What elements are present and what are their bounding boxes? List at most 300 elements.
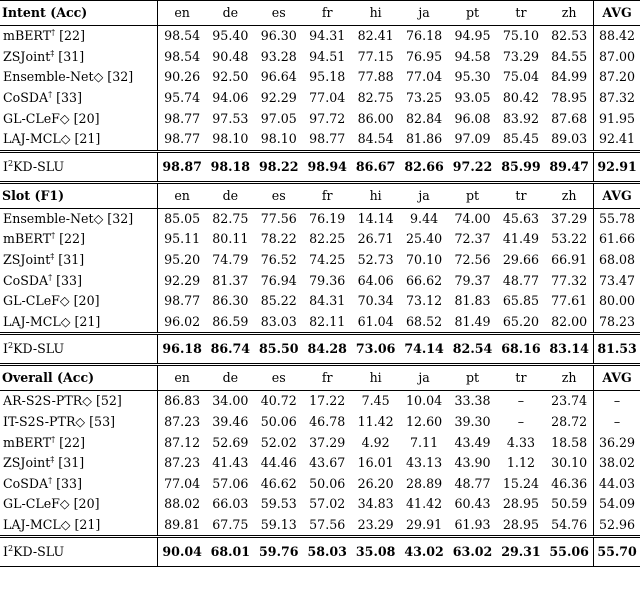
- cell-en: 96.18: [158, 334, 206, 365]
- cell-en: 87.23: [164, 455, 201, 471]
- cell-zh: 82.53: [545, 26, 593, 47]
- cell-zh: 37.29: [545, 208, 593, 229]
- cell-es: 78.22: [260, 231, 297, 247]
- table-row: [0, 250, 640, 271]
- cell-zh: 89.03: [551, 131, 588, 147]
- cell-tr: 45.63: [497, 208, 545, 229]
- column-header-ja: ja: [400, 1, 448, 26]
- cell-en: 95.74: [164, 90, 201, 106]
- column-header-fr: fr: [303, 1, 351, 26]
- cell-fr: 79.36: [309, 272, 346, 288]
- cell-pt: 97.22: [448, 151, 496, 182]
- cell-es: 46.62: [260, 475, 297, 491]
- cell-pt: 81.49: [454, 313, 491, 329]
- cell-zh: 77.32: [551, 272, 588, 288]
- cell-fr: 84.28: [303, 334, 351, 365]
- cell-de: 86.59: [212, 313, 249, 329]
- cell-fr: 57.56: [309, 516, 346, 532]
- cell-avg: 78.23: [594, 312, 640, 334]
- cell-zh: 84.55: [551, 48, 588, 64]
- column-header-es: es: [255, 365, 303, 391]
- overall-ours-row: [0, 537, 640, 567]
- cell-es: 52.02: [260, 434, 297, 450]
- cell-de: 82.75: [206, 208, 254, 229]
- column-header-pt: pt: [448, 182, 496, 208]
- overall-header-row: [0, 365, 640, 391]
- cell-hi: 86.00: [357, 110, 394, 126]
- cell-pt: 97.09: [454, 131, 491, 147]
- cell-tr: 73.29: [502, 48, 539, 64]
- column-header-avg: AVG: [594, 182, 640, 208]
- cell-en: 98.77: [164, 110, 201, 126]
- cell-ja: 73.12: [406, 293, 443, 309]
- cell-tr: 75.04: [502, 69, 539, 85]
- model-name: GL-CLeF◇ [20]: [0, 108, 158, 129]
- model-name: $I^2KD$-SLU: [0, 334, 158, 365]
- cell-hi: 77.88: [357, 69, 394, 85]
- cell-ja: 82.66: [400, 151, 448, 182]
- model-name: Ensemble-Net◇ [32]: [0, 208, 158, 229]
- column-header-avg: AVG: [594, 365, 640, 391]
- cell-hi: 82.75: [357, 90, 394, 106]
- model-name: mBERT† [22]: [0, 229, 158, 250]
- cell-fr: 57.02: [309, 496, 346, 512]
- column-header-tr: tr: [497, 182, 545, 208]
- cell-pt: 33.38: [448, 391, 496, 412]
- model-name: IT-S2S-PTR◇ [53]: [0, 412, 158, 433]
- cell-de: 52.69: [212, 434, 249, 450]
- cell-zh: 18.58: [551, 434, 588, 450]
- cell-fr: 74.25: [309, 252, 346, 268]
- cell-tr: 75.10: [497, 26, 545, 47]
- cell-pt: 94.95: [448, 26, 496, 47]
- column-header-de: de: [206, 182, 254, 208]
- table-row: [0, 208, 640, 229]
- cell-ja: 10.04: [400, 391, 448, 412]
- model-name: LAJ-MCL◇ [21]: [0, 129, 158, 151]
- cell-es: 96.30: [255, 26, 303, 47]
- cell-zh: 53.22: [551, 231, 588, 247]
- column-header-tr: tr: [497, 365, 545, 391]
- cell-hi: 70.34: [357, 293, 394, 309]
- cell-pt: 61.93: [454, 516, 491, 532]
- column-header-hi: hi: [351, 1, 399, 26]
- cell-en: 87.23: [164, 414, 201, 430]
- cell-pt: 95.30: [454, 69, 491, 85]
- table-row: [0, 47, 640, 68]
- column-header-de: de: [206, 1, 254, 26]
- cell-ja: 68.52: [406, 313, 443, 329]
- overall-section-title: Overall (Acc): [0, 365, 158, 391]
- cell-de: 74.79: [212, 252, 249, 268]
- cell-de: 66.03: [212, 496, 249, 512]
- table-row: [0, 474, 640, 495]
- column-header-avg: AVG: [594, 1, 640, 26]
- cell-zh: 50.59: [551, 496, 588, 512]
- table-row: [0, 412, 640, 433]
- cell-ja: 43.02: [400, 537, 448, 567]
- model-name: $I^2KD$-SLU: [0, 537, 158, 567]
- cell-es: 76.94: [260, 272, 297, 288]
- intent-ours-row: [0, 151, 640, 182]
- cell-tr: 85.99: [497, 151, 545, 182]
- cell-hi: 16.01: [357, 455, 394, 471]
- cell-es: 59.13: [260, 516, 297, 532]
- cell-pt: 82.54: [448, 334, 496, 365]
- column-header-ja: ja: [400, 365, 448, 391]
- table-row: [0, 67, 640, 88]
- cell-avg: 80.00: [594, 291, 640, 312]
- cell-ja: 82.84: [406, 110, 443, 126]
- model-name: CoSDA† [33]: [0, 270, 158, 291]
- cell-avg: 55.70: [594, 537, 640, 567]
- cell-es: 44.46: [260, 455, 297, 471]
- cell-fr: 98.77: [309, 131, 346, 147]
- table-row: [0, 515, 640, 537]
- column-header-fr: fr: [303, 182, 351, 208]
- cell-tr: 28.95: [502, 496, 539, 512]
- cell-hi: 73.06: [351, 334, 399, 365]
- cell-ja: 28.89: [406, 475, 443, 491]
- column-header-fr: fr: [303, 365, 351, 391]
- cell-avg: 92.91: [594, 151, 640, 182]
- model-name: LAJ-MCL◇ [21]: [0, 312, 158, 334]
- cell-pt: 48.77: [454, 475, 491, 491]
- cell-zh: 46.36: [551, 475, 588, 491]
- cell-en: 77.04: [164, 475, 201, 491]
- cell-zh: 89.47: [545, 151, 593, 182]
- model-name: $I^2KD$-SLU: [0, 151, 158, 182]
- cell-zh: 77.61: [551, 293, 588, 309]
- table-row: [0, 270, 640, 291]
- cell-es: 77.56: [255, 208, 303, 229]
- column-header-hi: hi: [351, 365, 399, 391]
- cell-en: 98.77: [164, 293, 201, 309]
- cell-avg: 54.09: [594, 494, 640, 515]
- column-header-es: es: [255, 1, 303, 26]
- cell-avg: 87.32: [594, 88, 640, 109]
- cell-pt: 43.49: [454, 434, 491, 450]
- cell-ja: 29.91: [406, 516, 443, 532]
- column-header-en: en: [158, 365, 206, 391]
- cell-fr: 77.04: [309, 90, 346, 106]
- cell-ja: 25.40: [406, 231, 443, 247]
- cell-es: 98.10: [260, 131, 297, 147]
- cell-hi: 11.42: [357, 414, 394, 430]
- cell-hi: 26.71: [357, 231, 394, 247]
- cell-tr: 4.33: [506, 434, 535, 450]
- cell-pt: 93.05: [454, 90, 491, 106]
- cell-avg: 81.53: [594, 334, 640, 365]
- cell-de: 92.50: [212, 69, 249, 85]
- model-name: CoSDA† [33]: [0, 474, 158, 495]
- cell-hi: 23.29: [357, 516, 394, 532]
- cell-es: 40.72: [255, 391, 303, 412]
- cell-hi: 77.15: [357, 48, 394, 64]
- cell-es: 98.22: [255, 151, 303, 182]
- cell-en: 92.29: [164, 272, 201, 288]
- cell-en: 90.04: [158, 537, 206, 567]
- cell-tr: –: [497, 391, 545, 412]
- cell-tr: 68.16: [497, 334, 545, 365]
- table-row: [0, 229, 640, 250]
- cell-hi: 7.45: [351, 391, 399, 412]
- cell-avg: 36.29: [594, 432, 640, 453]
- cell-hi: 52.73: [357, 252, 394, 268]
- cell-pt: 72.37: [454, 231, 491, 247]
- table-row: [0, 108, 640, 129]
- cell-avg: 44.03: [594, 474, 640, 495]
- cell-tr: 48.77: [502, 272, 539, 288]
- cell-tr: 41.49: [502, 231, 539, 247]
- cell-fr: 82.11: [309, 313, 346, 329]
- cell-fr: 98.94: [303, 151, 351, 182]
- cell-en: 98.54: [158, 26, 206, 47]
- intent-header-row: [0, 1, 640, 26]
- model-name: Ensemble-Net◇ [32]: [0, 67, 158, 88]
- cell-fr: 95.18: [309, 69, 346, 85]
- cell-de: 39.46: [212, 414, 249, 430]
- column-header-es: es: [255, 182, 303, 208]
- cell-pt: 60.43: [454, 496, 491, 512]
- cell-ja: 12.60: [406, 414, 443, 430]
- model-name: mBERT† [22]: [0, 26, 158, 47]
- cell-pt: 96.08: [454, 110, 491, 126]
- cell-hi: 86.67: [351, 151, 399, 182]
- cell-ja: 66.62: [406, 272, 443, 288]
- cell-avg: 87.00: [594, 47, 640, 68]
- cell-es: 96.64: [260, 69, 297, 85]
- cell-avg: 87.20: [594, 67, 640, 88]
- cell-tr: 15.24: [502, 475, 539, 491]
- cell-tr: 1.12: [506, 455, 535, 471]
- cell-de: 94.06: [212, 90, 249, 106]
- slot-header-row: [0, 182, 640, 208]
- cell-zh: 28.72: [551, 414, 588, 430]
- cell-de: 95.40: [206, 26, 254, 47]
- cell-tr: –: [517, 414, 525, 430]
- cell-zh: 82.00: [551, 313, 588, 329]
- model-name: GL-CLeF◇ [20]: [0, 494, 158, 515]
- cell-ja: 43.13: [406, 455, 443, 471]
- cell-fr: 46.78: [309, 414, 346, 430]
- cell-zh: 54.76: [551, 516, 588, 532]
- cell-de: 67.75: [212, 516, 249, 532]
- cell-tr: 83.92: [502, 110, 539, 126]
- column-header-pt: pt: [448, 1, 496, 26]
- cell-en: 89.81: [164, 516, 201, 532]
- cell-hi: 64.06: [357, 272, 394, 288]
- cell-avg: 55.78: [594, 208, 640, 229]
- cell-tr: 85.45: [502, 131, 539, 147]
- cell-pt: 43.90: [454, 455, 491, 471]
- cell-fr: 82.25: [309, 231, 346, 247]
- cell-en: 90.26: [164, 69, 201, 85]
- cell-hi: 35.08: [351, 537, 399, 567]
- cell-en: 87.12: [164, 434, 201, 450]
- cell-hi: 4.92: [361, 434, 390, 450]
- cell-de: 57.06: [212, 475, 249, 491]
- cell-es: 85.50: [255, 334, 303, 365]
- column-header-tr: tr: [497, 1, 545, 26]
- cell-es: 50.06: [260, 414, 297, 430]
- column-header-en: en: [158, 1, 206, 26]
- cell-pt: 39.30: [454, 414, 491, 430]
- cell-tr: 65.85: [502, 293, 539, 309]
- column-header-hi: hi: [351, 182, 399, 208]
- cell-fr: 50.06: [309, 475, 346, 491]
- column-header-zh: zh: [545, 1, 593, 26]
- cell-hi: 84.54: [357, 131, 394, 147]
- table-row: [0, 26, 640, 47]
- cell-ja: 74.14: [400, 334, 448, 365]
- cell-zh: 23.74: [545, 391, 593, 412]
- cell-ja: 41.42: [406, 496, 443, 512]
- column-header-pt: pt: [448, 365, 496, 391]
- cell-avg: 91.95: [594, 108, 640, 129]
- cell-ja: 76.95: [406, 48, 443, 64]
- cell-de: 86.30: [212, 293, 249, 309]
- cell-de: 98.18: [206, 151, 254, 182]
- cell-pt: 63.02: [448, 537, 496, 567]
- cell-tr: 28.95: [502, 516, 539, 532]
- cell-de: 80.11: [212, 231, 249, 247]
- cell-ja: 73.25: [406, 90, 443, 106]
- cell-hi: 34.83: [357, 496, 394, 512]
- cell-avg: 68.08: [594, 250, 640, 271]
- cell-fr: 43.67: [309, 455, 346, 471]
- cell-es: 97.05: [260, 110, 297, 126]
- cell-hi: 82.41: [351, 26, 399, 47]
- cell-tr: 80.42: [502, 90, 539, 106]
- cell-es: 59.53: [260, 496, 297, 512]
- cell-es: 76.52: [260, 252, 297, 268]
- cell-fr: 84.31: [309, 293, 346, 309]
- table-row: [0, 432, 640, 453]
- cell-zh: 55.06: [545, 537, 593, 567]
- cell-es: 83.03: [260, 313, 297, 329]
- slot-section-title: Slot (F1): [0, 182, 158, 208]
- cell-es: 92.29: [260, 90, 297, 106]
- table-row: [0, 453, 640, 474]
- column-header-de: de: [206, 365, 254, 391]
- cell-zh: 66.91: [551, 252, 588, 268]
- cell-ja: 76.18: [400, 26, 448, 47]
- table-row: [0, 312, 640, 334]
- cell-es: 59.76: [255, 537, 303, 567]
- cell-hi: 14.14: [351, 208, 399, 229]
- cell-hi: 26.20: [357, 475, 394, 491]
- cell-en: 98.87: [158, 151, 206, 182]
- table-row: [0, 494, 640, 515]
- cell-en: 88.02: [164, 496, 201, 512]
- model-name: ZSJoint‡ [31]: [0, 47, 158, 68]
- cell-pt: 72.56: [454, 252, 491, 268]
- cell-avg: 92.41: [594, 129, 640, 151]
- model-name: CoSDA† [33]: [0, 88, 158, 109]
- cell-en: 98.77: [164, 131, 201, 147]
- cell-avg: –: [594, 391, 640, 412]
- cell-avg: 38.02: [594, 453, 640, 474]
- model-name: ZSJoint‡ [31]: [0, 453, 158, 474]
- cell-tr: 29.66: [502, 252, 539, 268]
- cell-fr: 17.22: [303, 391, 351, 412]
- cell-de: 86.74: [206, 334, 254, 365]
- cell-zh: 78.95: [551, 90, 588, 106]
- table-row: [0, 129, 640, 151]
- cell-fr: 94.31: [303, 26, 351, 47]
- table-row: [0, 391, 640, 412]
- cell-pt: 94.58: [454, 48, 491, 64]
- results-table-body: [0, 1, 640, 567]
- cell-avg: 52.96: [594, 515, 640, 537]
- model-name: AR-S2S-PTR◇ [52]: [0, 391, 158, 412]
- cell-en: 85.05: [158, 208, 206, 229]
- cell-ja: 70.10: [406, 252, 443, 268]
- cell-pt: 81.83: [454, 293, 491, 309]
- cell-en: 86.83: [158, 391, 206, 412]
- cell-ja: 7.11: [410, 434, 439, 450]
- slot-ours-row: [0, 334, 640, 365]
- cell-de: 90.48: [212, 48, 249, 64]
- cell-de: 97.53: [212, 110, 249, 126]
- cell-avg: 73.47: [594, 270, 640, 291]
- cell-fr: 97.72: [309, 110, 346, 126]
- table-row: [0, 291, 640, 312]
- column-header-en: en: [158, 182, 206, 208]
- cell-de: 41.43: [212, 455, 249, 471]
- cell-avg: 88.42: [594, 26, 640, 47]
- cell-de: 34.00: [206, 391, 254, 412]
- cell-en: 98.54: [164, 48, 201, 64]
- model-name: GL-CLeF◇ [20]: [0, 291, 158, 312]
- cell-fr: 94.51: [309, 48, 346, 64]
- cell-es: 85.22: [260, 293, 297, 309]
- intent-section-title: Intent (Acc): [0, 1, 158, 26]
- cell-en: 95.20: [164, 252, 201, 268]
- cell-hi: 61.04: [357, 313, 394, 329]
- cell-ja: 9.44: [400, 208, 448, 229]
- cell-de: 98.10: [212, 131, 249, 147]
- table-row: [0, 88, 640, 109]
- cell-fr: 37.29: [309, 434, 346, 450]
- cell-fr: 58.03: [303, 537, 351, 567]
- cell-zh: 30.10: [551, 455, 588, 471]
- cell-pt: 79.37: [454, 272, 491, 288]
- cell-tr: 29.31: [497, 537, 545, 567]
- cell-de: 81.37: [212, 272, 249, 288]
- cell-tr: 65.20: [502, 313, 539, 329]
- cell-ja: 77.04: [406, 69, 443, 85]
- model-name: LAJ-MCL◇ [21]: [0, 515, 158, 537]
- cell-pt: 74.00: [448, 208, 496, 229]
- cell-en: 95.11: [164, 231, 201, 247]
- cell-avg: 61.66: [594, 229, 640, 250]
- cell-zh: 84.99: [551, 69, 588, 85]
- cell-zh: 87.68: [551, 110, 588, 126]
- column-header-zh: zh: [545, 182, 593, 208]
- cell-fr: 76.19: [303, 208, 351, 229]
- model-name: ZSJoint‡ [31]: [0, 250, 158, 271]
- cell-zh: 83.14: [545, 334, 593, 365]
- column-header-ja: ja: [400, 182, 448, 208]
- column-header-zh: zh: [545, 365, 593, 391]
- cell-es: 93.28: [260, 48, 297, 64]
- cell-avg: –: [594, 412, 640, 433]
- model-name: mBERT† [22]: [0, 432, 158, 453]
- cell-ja: 81.86: [406, 131, 443, 147]
- cell-de: 68.01: [206, 537, 254, 567]
